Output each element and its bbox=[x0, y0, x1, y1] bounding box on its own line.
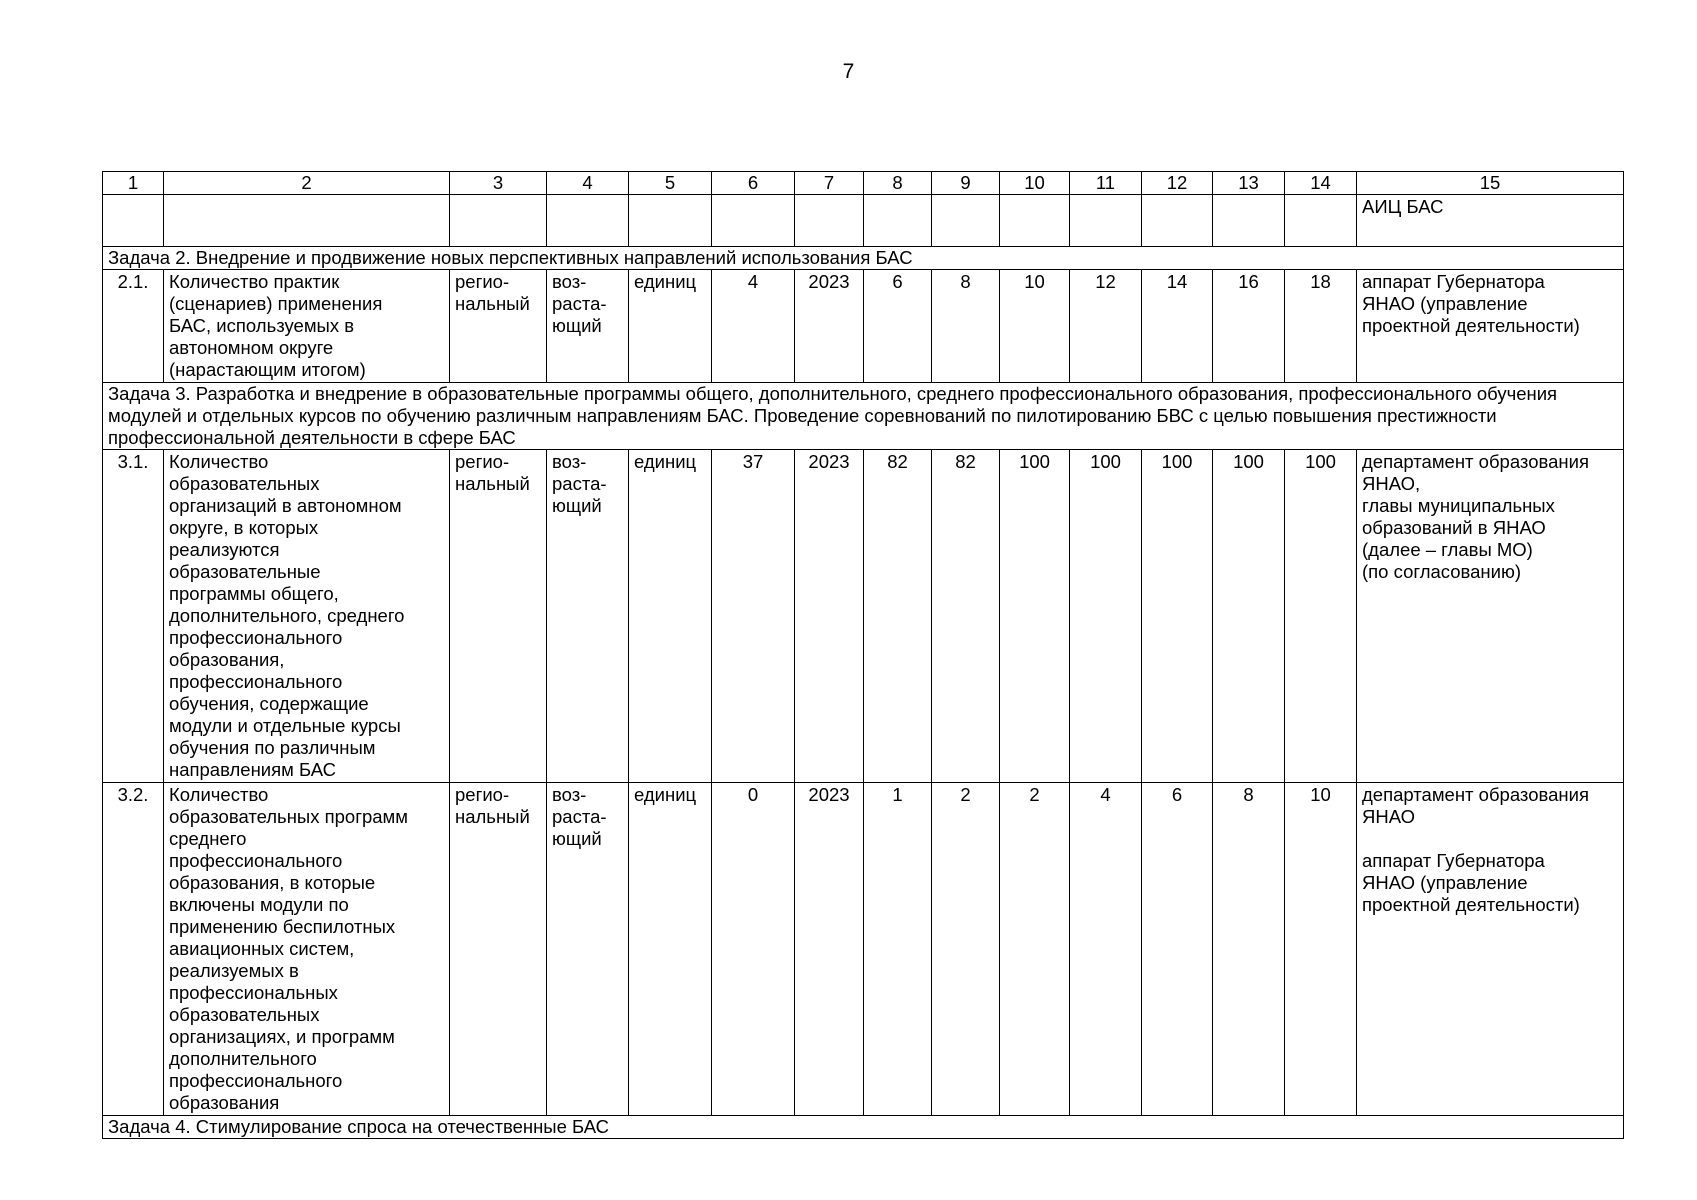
column-number: 2 bbox=[164, 172, 450, 195]
value-col-12: 14 bbox=[1142, 270, 1213, 383]
responsible-cell: АИЦ БАС bbox=[1357, 195, 1624, 247]
value-col-10: 100 bbox=[1000, 450, 1070, 783]
value-col-8: 1 bbox=[864, 783, 932, 1116]
indicator-type: воз- раста- ющий bbox=[547, 450, 629, 783]
task-row bbox=[103, 247, 1624, 270]
unit: единиц bbox=[629, 783, 712, 1116]
value-col-9: 2 bbox=[932, 783, 1000, 1116]
value-col-13: 16 bbox=[1213, 270, 1285, 383]
column-number: 1 bbox=[103, 172, 164, 195]
task-2-heading: Задача 2. Внедрение и продвижение новых перспективных направлений использования БАС bbox=[103, 247, 1624, 270]
page-number: 7 bbox=[842, 60, 855, 83]
value-col-12: 6 bbox=[1142, 783, 1213, 1116]
column-number: 10 bbox=[1000, 172, 1070, 195]
base-value: 4 bbox=[712, 270, 795, 383]
value-col-14: 18 bbox=[1285, 270, 1357, 383]
column-number: 5 bbox=[629, 172, 712, 195]
row-number: 3.1. bbox=[103, 450, 164, 783]
base-value: 37 bbox=[712, 450, 795, 783]
task-3-heading: Задача 3. Разработка и внедрение в образовательные программы общего, дополнительного, среднего профессионального образования, профессионального обучения модулей и отдельных курсов по обучению различным направлениям БАС. Проведение соревнований по пилотированию БВС с целью повышения престижности профессиональной деятельности в сфере БАС bbox=[103, 383, 1624, 450]
value-col-12: 100 bbox=[1142, 450, 1213, 783]
value-col-14: 100 bbox=[1285, 450, 1357, 783]
base-year: 2023 bbox=[795, 270, 864, 383]
value-col-11: 12 bbox=[1070, 270, 1142, 383]
indicator-type: воз- раста- ющий bbox=[547, 783, 629, 1116]
table-row bbox=[103, 270, 1624, 383]
column-numbers-row bbox=[103, 172, 1624, 195]
indicator-name: Количество образовательных организаций в автономном округе, в которых реализуются образовательные программы общего, дополнительного, среднего профессионального образования, профессионального обучения, содержащие модули и отдельные курсы обучения по различным направлениям БАС bbox=[164, 450, 450, 783]
continuation-row bbox=[103, 195, 1624, 247]
value-col-8: 82 bbox=[864, 450, 932, 783]
column-number: 9 bbox=[932, 172, 1000, 195]
base-year: 2023 bbox=[795, 783, 864, 1116]
indicator-type: воз- раста- ющий bbox=[547, 270, 629, 383]
column-number: 11 bbox=[1070, 172, 1142, 195]
task-row bbox=[103, 1116, 1624, 1139]
value-col-10: 10 bbox=[1000, 270, 1070, 383]
column-number: 7 bbox=[795, 172, 864, 195]
task-4-heading: Задача 4. Стимулирование спроса на отечественные БАС bbox=[103, 1116, 1624, 1139]
column-number: 14 bbox=[1285, 172, 1357, 195]
row-number: 3.2. bbox=[103, 783, 164, 1116]
value-col-10: 2 bbox=[1000, 783, 1070, 1116]
column-number: 12 bbox=[1142, 172, 1213, 195]
column-number: 3 bbox=[450, 172, 547, 195]
value-col-14: 10 bbox=[1285, 783, 1357, 1116]
column-number: 4 bbox=[547, 172, 629, 195]
value-col-13: 8 bbox=[1213, 783, 1285, 1116]
unit: единиц bbox=[629, 270, 712, 383]
responsible-cell: аппарат Губернатора ЯНАО (управление проектной деятельности) bbox=[1357, 270, 1624, 383]
indicator-name: Количество образовательных программ среднего профессионального образования, в которые включены модули по применению беспилотных авиационных систем, реализуемых в профессиональных образовательных организациях, и программ дополнительного профессионального образования bbox=[164, 783, 450, 1116]
indicator-level: регио- нальный bbox=[450, 783, 547, 1116]
responsible-cell: департамент образования ЯНАО аппарат Губернатора ЯНАО (управление проектной деятельности) bbox=[1357, 783, 1624, 1116]
column-number: 13 bbox=[1213, 172, 1285, 195]
indicator-name: Количество практик (сценариев) применения БАС, используемых в автономном округе (нарастающим итогом) bbox=[164, 270, 450, 383]
indicator-level: регио- нальный bbox=[450, 270, 547, 383]
row-number: 2.1. bbox=[103, 270, 164, 383]
indicator-level: регио- нальный bbox=[450, 450, 547, 783]
column-number: 8 bbox=[864, 172, 932, 195]
value-col-11: 100 bbox=[1070, 450, 1142, 783]
value-col-13: 100 bbox=[1213, 450, 1285, 783]
column-number: 15 bbox=[1357, 172, 1624, 195]
base-value: 0 bbox=[712, 783, 795, 1116]
base-year: 2023 bbox=[795, 450, 864, 783]
task-row bbox=[103, 383, 1624, 450]
value-col-9: 8 bbox=[932, 270, 1000, 383]
value-col-8: 6 bbox=[864, 270, 932, 383]
value-col-11: 4 bbox=[1070, 783, 1142, 1116]
value-col-9: 82 bbox=[932, 450, 1000, 783]
table-row bbox=[103, 450, 1624, 783]
column-number: 6 bbox=[712, 172, 795, 195]
responsible-cell: департамент образования ЯНАО, главы муниципальных образований в ЯНАО (далее – главы МО) (по согласованию) bbox=[1357, 450, 1624, 783]
table-row bbox=[103, 783, 1624, 1116]
unit: единиц bbox=[629, 450, 712, 783]
indicators-table bbox=[102, 171, 1624, 1139]
